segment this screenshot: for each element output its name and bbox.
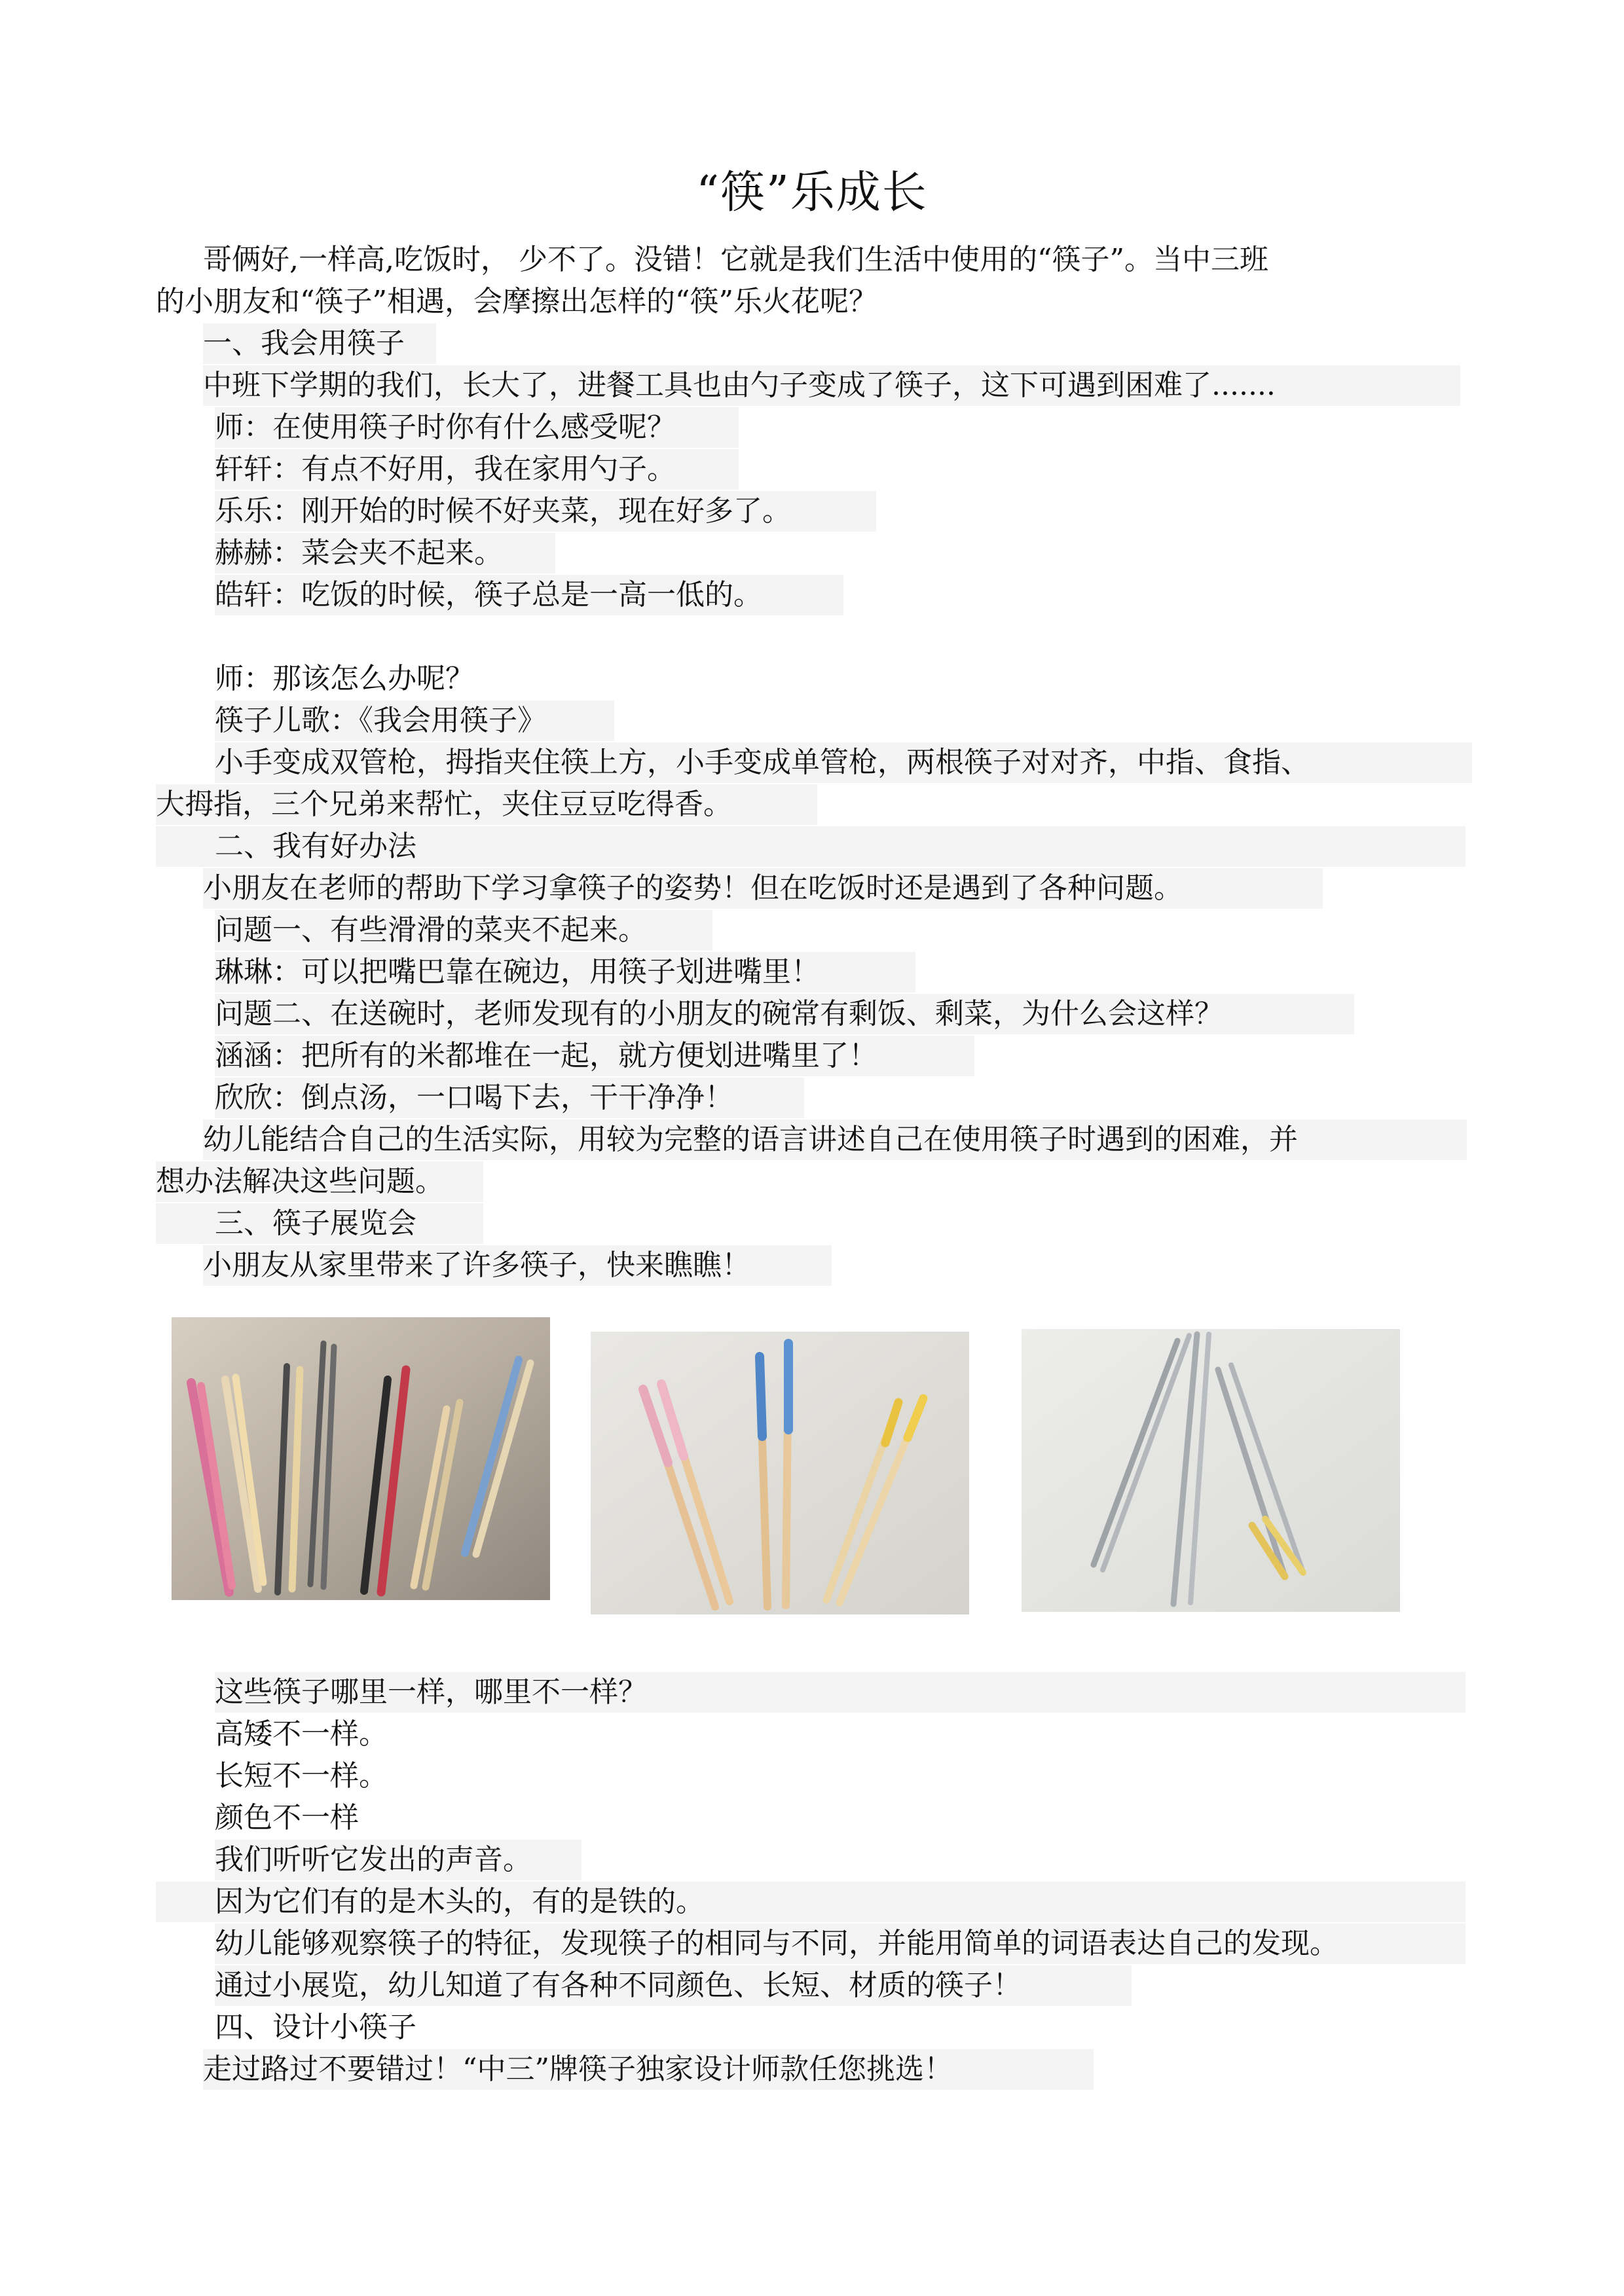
- song-line: 小手变成双管枪，拇指夹住筷上方，小手变成单管枪，两根筷子对对齐，中指、食指、: [215, 742, 1472, 783]
- section-heading: 四、设计小筷子: [215, 2011, 416, 2044]
- photo-bamboo-chopsticks: [591, 1332, 969, 1614]
- dialogue-line: 师：在使用筷子时你有什么感受呢？: [215, 407, 739, 448]
- question-line: 问题一、有些滑滑的菜夹不起来。: [215, 910, 712, 951]
- intro-line: 哥俩好,一样高,吃饭时， 少不了。没错！它就是我们生活中使用的“筷子”。当中三班: [203, 243, 1268, 276]
- question-line: 这些筷子哪里一样，哪里不一样？: [215, 1672, 1466, 1713]
- dialogue-line: 琳琳：可以把嘴巴靠在碗边，用筷子划进嘴里！: [215, 952, 915, 993]
- answer-line: 长短不一样。: [215, 1759, 388, 1793]
- song-title: 筷子儿歌：《我会用筷子》: [215, 701, 614, 741]
- photo-wood-colored-chopsticks: [172, 1317, 550, 1600]
- summary-line: 想办法解决这些问题。: [156, 1161, 483, 1202]
- dialogue-line: 轩轩：有点不好用，我在家用勺子。: [215, 449, 739, 490]
- section-heading: 三、筷子展览会: [156, 1203, 483, 1244]
- section-heading: 一、我会用筷子: [203, 323, 436, 364]
- intro-line: 的小朋友和“筷子”相遇，会摩擦出怎样的“筷”乐火花呢？: [156, 285, 877, 318]
- summary-line: 幼儿能结合自己的生活实际，用较为完整的语言讲述自己在使用筷子时遇到的困难，并: [203, 1120, 1467, 1160]
- dialogue-line: 师：那该怎么办呢？: [215, 662, 474, 695]
- paragraph-line: 我们听听它发出的声音。: [215, 1840, 581, 1880]
- paragraph-line: 小朋友从家里带来了许多筷子，快来瞧瞧！: [203, 1245, 832, 1286]
- question-line: 问题二、在送碗时，老师发现有的小朋友的碗常有剩饭、剩菜，为什么会这样？: [215, 994, 1354, 1034]
- photo-steel-chopsticks: [1022, 1329, 1400, 1612]
- section-heading: 二、我有好办法: [156, 826, 1466, 867]
- dialogue-line: 涵涵：把所有的米都堆在一起，就方便划进嘴里了！: [215, 1036, 974, 1076]
- paragraph-line: 中班下学期的我们，长大了，进餐工具也由勺子变成了筷子，这下可遇到困难了.......: [203, 365, 1460, 406]
- answer-line: 颜色不一样: [215, 1801, 359, 1834]
- dialogue-line: 皓轩：吃饭的时候，筷子总是一高一低的。: [215, 575, 843, 615]
- paragraph-line: 因为它们有的是木头的，有的是铁的。: [156, 1882, 1466, 1922]
- answer-line: 高矮不一样。: [215, 1717, 388, 1751]
- summary-line: 通过小展览，幼儿知道了有各种不同颜色、长短、材质的筷子！: [215, 1965, 1132, 2006]
- song-line: 大拇指，三个兄弟来帮忙，夹住豆豆吃得香。: [156, 784, 817, 825]
- paragraph-line: 走过路过不要错过！“中三”牌筷子独家设计师款任您挑选！: [203, 2049, 1094, 2090]
- page-title: “筷”乐成长: [696, 167, 928, 219]
- paragraph-line: 小朋友在老师的帮助下学习拿筷子的姿势！但在吃饭时还是遇到了各种问题。: [203, 868, 1323, 909]
- dialogue-line: 欣欣：倒点汤，一口喝下去，干干净净！: [215, 1078, 804, 1118]
- summary-line: 幼儿能够观察筷子的特征，发现筷子的相同与不同，并能用简单的词语表达自己的发现。: [215, 1923, 1466, 1964]
- dialogue-line: 乐乐：刚开始的时候不好夹菜，现在好多了。: [215, 491, 876, 532]
- dialogue-line: 赫赫：菜会夹不起来。: [215, 533, 555, 574]
